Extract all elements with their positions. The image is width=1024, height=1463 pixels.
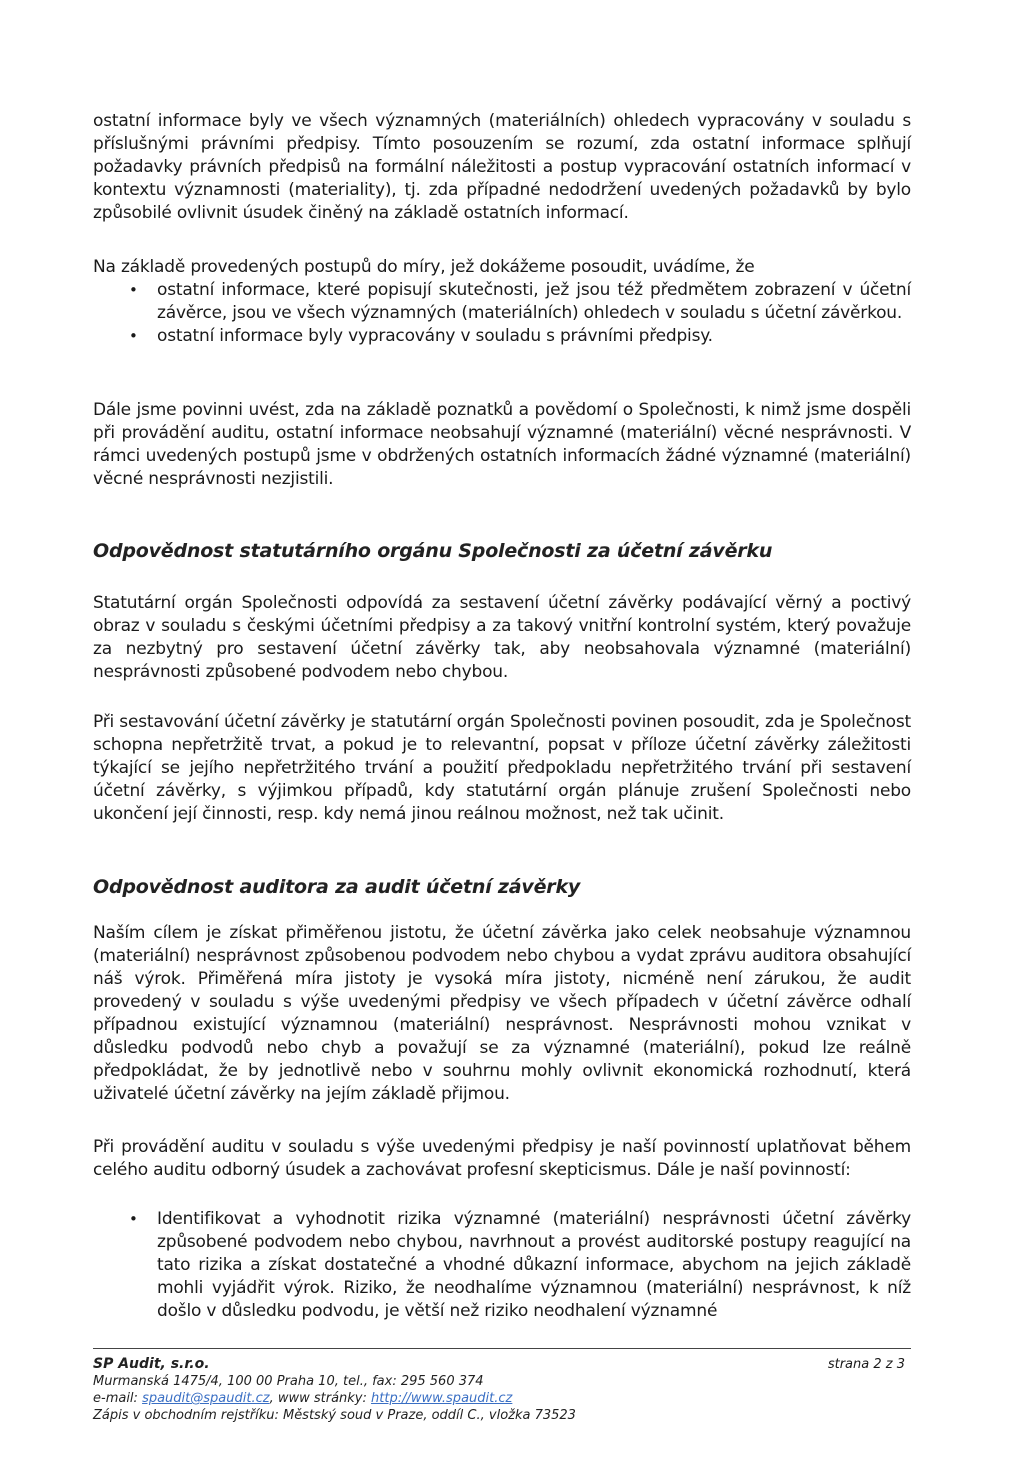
list-item xyxy=(93,325,911,348)
list-item xyxy=(93,279,911,325)
paragraph-auditor-duties xyxy=(93,1136,911,1182)
paragraph-auditor-goal xyxy=(93,922,911,1106)
paragraph-text: Statutární orgán Společnosti odpovídá za sestavení účetní závěrky podávající věrný a poctivý obraz v souladu s českými účetními předpisy a za takový vnitřní kontrolní systém, který považuje za nezbytný pro sestavení účetní závěrky tak, aby neobsahovala významné (materiální) nesprávnosti způsobené podvodem nebo chybou. xyxy=(93,593,911,682)
page-footer xyxy=(93,1356,911,1424)
email-link[interactable]: spaudit@spaudit.cz xyxy=(142,1391,270,1406)
paragraph-statutory-responsibility xyxy=(93,592,911,684)
list-item-text: ostatní informace, které popisují skutečnosti, jež jsou též předmětem zobrazení v účetní závěrce, jsou ve všech významných (materiálních) ohledech v souladu s účetní závěrkou. xyxy=(157,280,911,323)
list-item xyxy=(93,1208,911,1323)
website-link[interactable]: http://www.spaudit.cz xyxy=(371,1391,513,1406)
bullet-icon: • xyxy=(129,1210,138,1228)
bullet-list xyxy=(93,1208,911,1323)
paragraph-text: Naším cílem je získat přiměřenou jistotu, že účetní závěrka jako celek neobsahuje významnou (materiální) nesprávnost způsobenou podvodem nebo chybou a vydat zprávu auditora obsahující náš výrok. Přiměřená míra jistoty je vysoká míra jistoty, nicméně není zárukou, že audit provedený v souladu s výše uvedenými předpisy ve všech případech v účetní závěrce odhalí případnou existující významnou (materiální) nesprávnost. Nesprávnosti mohou vznikat v důsledku podvodů nebo chyb a považují se za významné (materiální), pokud lze reálně předpokládat, že by jednotlivě nebo v souhrnu mohly ovlivnit ekonomická rozhodnutí, která uživatelé účetní závěrky na jejím základě přijmou. xyxy=(93,923,911,1104)
list-item-text: Identifikovat a vyhodnotit rizika významné (materiální) nesprávnosti účetní závěrky způsobené podvodem nebo chybou, navrhnout a provést auditorské postupy reagující na tato rizika a získat dostatečné a vhodné důkazní informace, abychom na jejich základě mohli vyjádřit výrok. Riziko, že neodhalíme významnou (materiální) nesprávnost, k níž došlo v důsledku podvodu, je větší než riziko neodhalení významné xyxy=(157,1209,911,1321)
paragraph-text: Dále jsme povinni uvést, zda na základě poznatků a povědomí o Společnosti, k nimž jsme dospěli při provádění auditu, ostatní informace neobsahují významné (materiální) věcné nesprávnosti. V rámci uvedených postupů jsme v obdržených ostatních informacích žádné významné (materiální) věcné nesprávnosti nezjistili. xyxy=(93,400,911,489)
footer-address: Murmanská 1475/4, 100 00 Praha 10, tel., fax: 295 560 374 xyxy=(93,1374,484,1389)
paragraph-other-info-conclusion xyxy=(93,110,911,225)
footer-divider xyxy=(93,1348,911,1349)
bullet-list xyxy=(93,279,911,348)
section-heading-auditor xyxy=(93,876,911,898)
email-label: e-mail: xyxy=(93,1391,143,1406)
section-heading-statutory xyxy=(93,540,911,562)
paragraph-text: Na základě provedených postupů do míry, jež dokážeme posoudit, uvádíme, že xyxy=(93,257,755,277)
list-item-text: ostatní informace byly vypracovány v souladu s právními předpisy. xyxy=(157,326,713,346)
paragraph-text: Při sestavování účetní závěrky je statutární orgán Společnosti povinen posoudit, zda je Společnost schopna nepřetržitě trvat, a pokud je to relevantní, popsat v příloze účetní závěrky záležitosti týkající se jejího nepřetržitého trvání a použití předpokladu nepřetržitého trvání při sestavení účetní závěrky, s výjimkou případů, kdy statutární orgán plánuje zrušení Společnosti nebo ukončení její činnosti, resp. kdy nemá jinou reálnou možnost, než tak učinit. xyxy=(93,712,911,824)
paragraph-text: ostatní informace byly ve všech významných (materiálních) ohledech vypracovány v souladu s příslušnými právními předpisy. Tímto posouzením se rozumí, zda ostatní informace splňují požadavky právních předpisů na formální náležitosti a postup vypracování ostatních informací v kontextu významnosti (materiality), tj. zda případné nedodržení uvedených požadavků by bylo způsobilé ovlivnit úsudek činěný na základě ostatních informací. xyxy=(93,111,911,223)
paragraph-risk-bullet xyxy=(93,1208,911,1323)
bullet-icon: • xyxy=(129,327,138,345)
footer-company: SP Audit, s.r.o. xyxy=(93,1356,210,1372)
web-label: , www stránky: xyxy=(269,1391,372,1406)
footer-registry: Zápis v obchodním rejstříku: Městský soud v Praze, oddíl C., vložka 73523 xyxy=(93,1408,576,1423)
footer-contacts xyxy=(93,1390,911,1407)
paragraph-going-concern xyxy=(93,711,911,826)
bullet-icon: • xyxy=(129,281,138,299)
paragraph-text: Při provádění auditu v souladu s výše uvedenými předpisy je naší povinností uplatňovat během celého auditu odborný úsudek a zachovávat profesní skepticismus. Dále je naší povinností: xyxy=(93,1137,911,1180)
section-title: Odpovědnost statutárního orgánu Společnosti za účetní závěrku xyxy=(93,540,773,562)
paragraph-misstatements xyxy=(93,399,911,491)
section-title: Odpovědnost auditora za audit účetní závěrky xyxy=(93,876,581,898)
page-number: strana 2 z 3 xyxy=(827,1357,905,1372)
paragraph-procedures xyxy=(93,256,911,348)
